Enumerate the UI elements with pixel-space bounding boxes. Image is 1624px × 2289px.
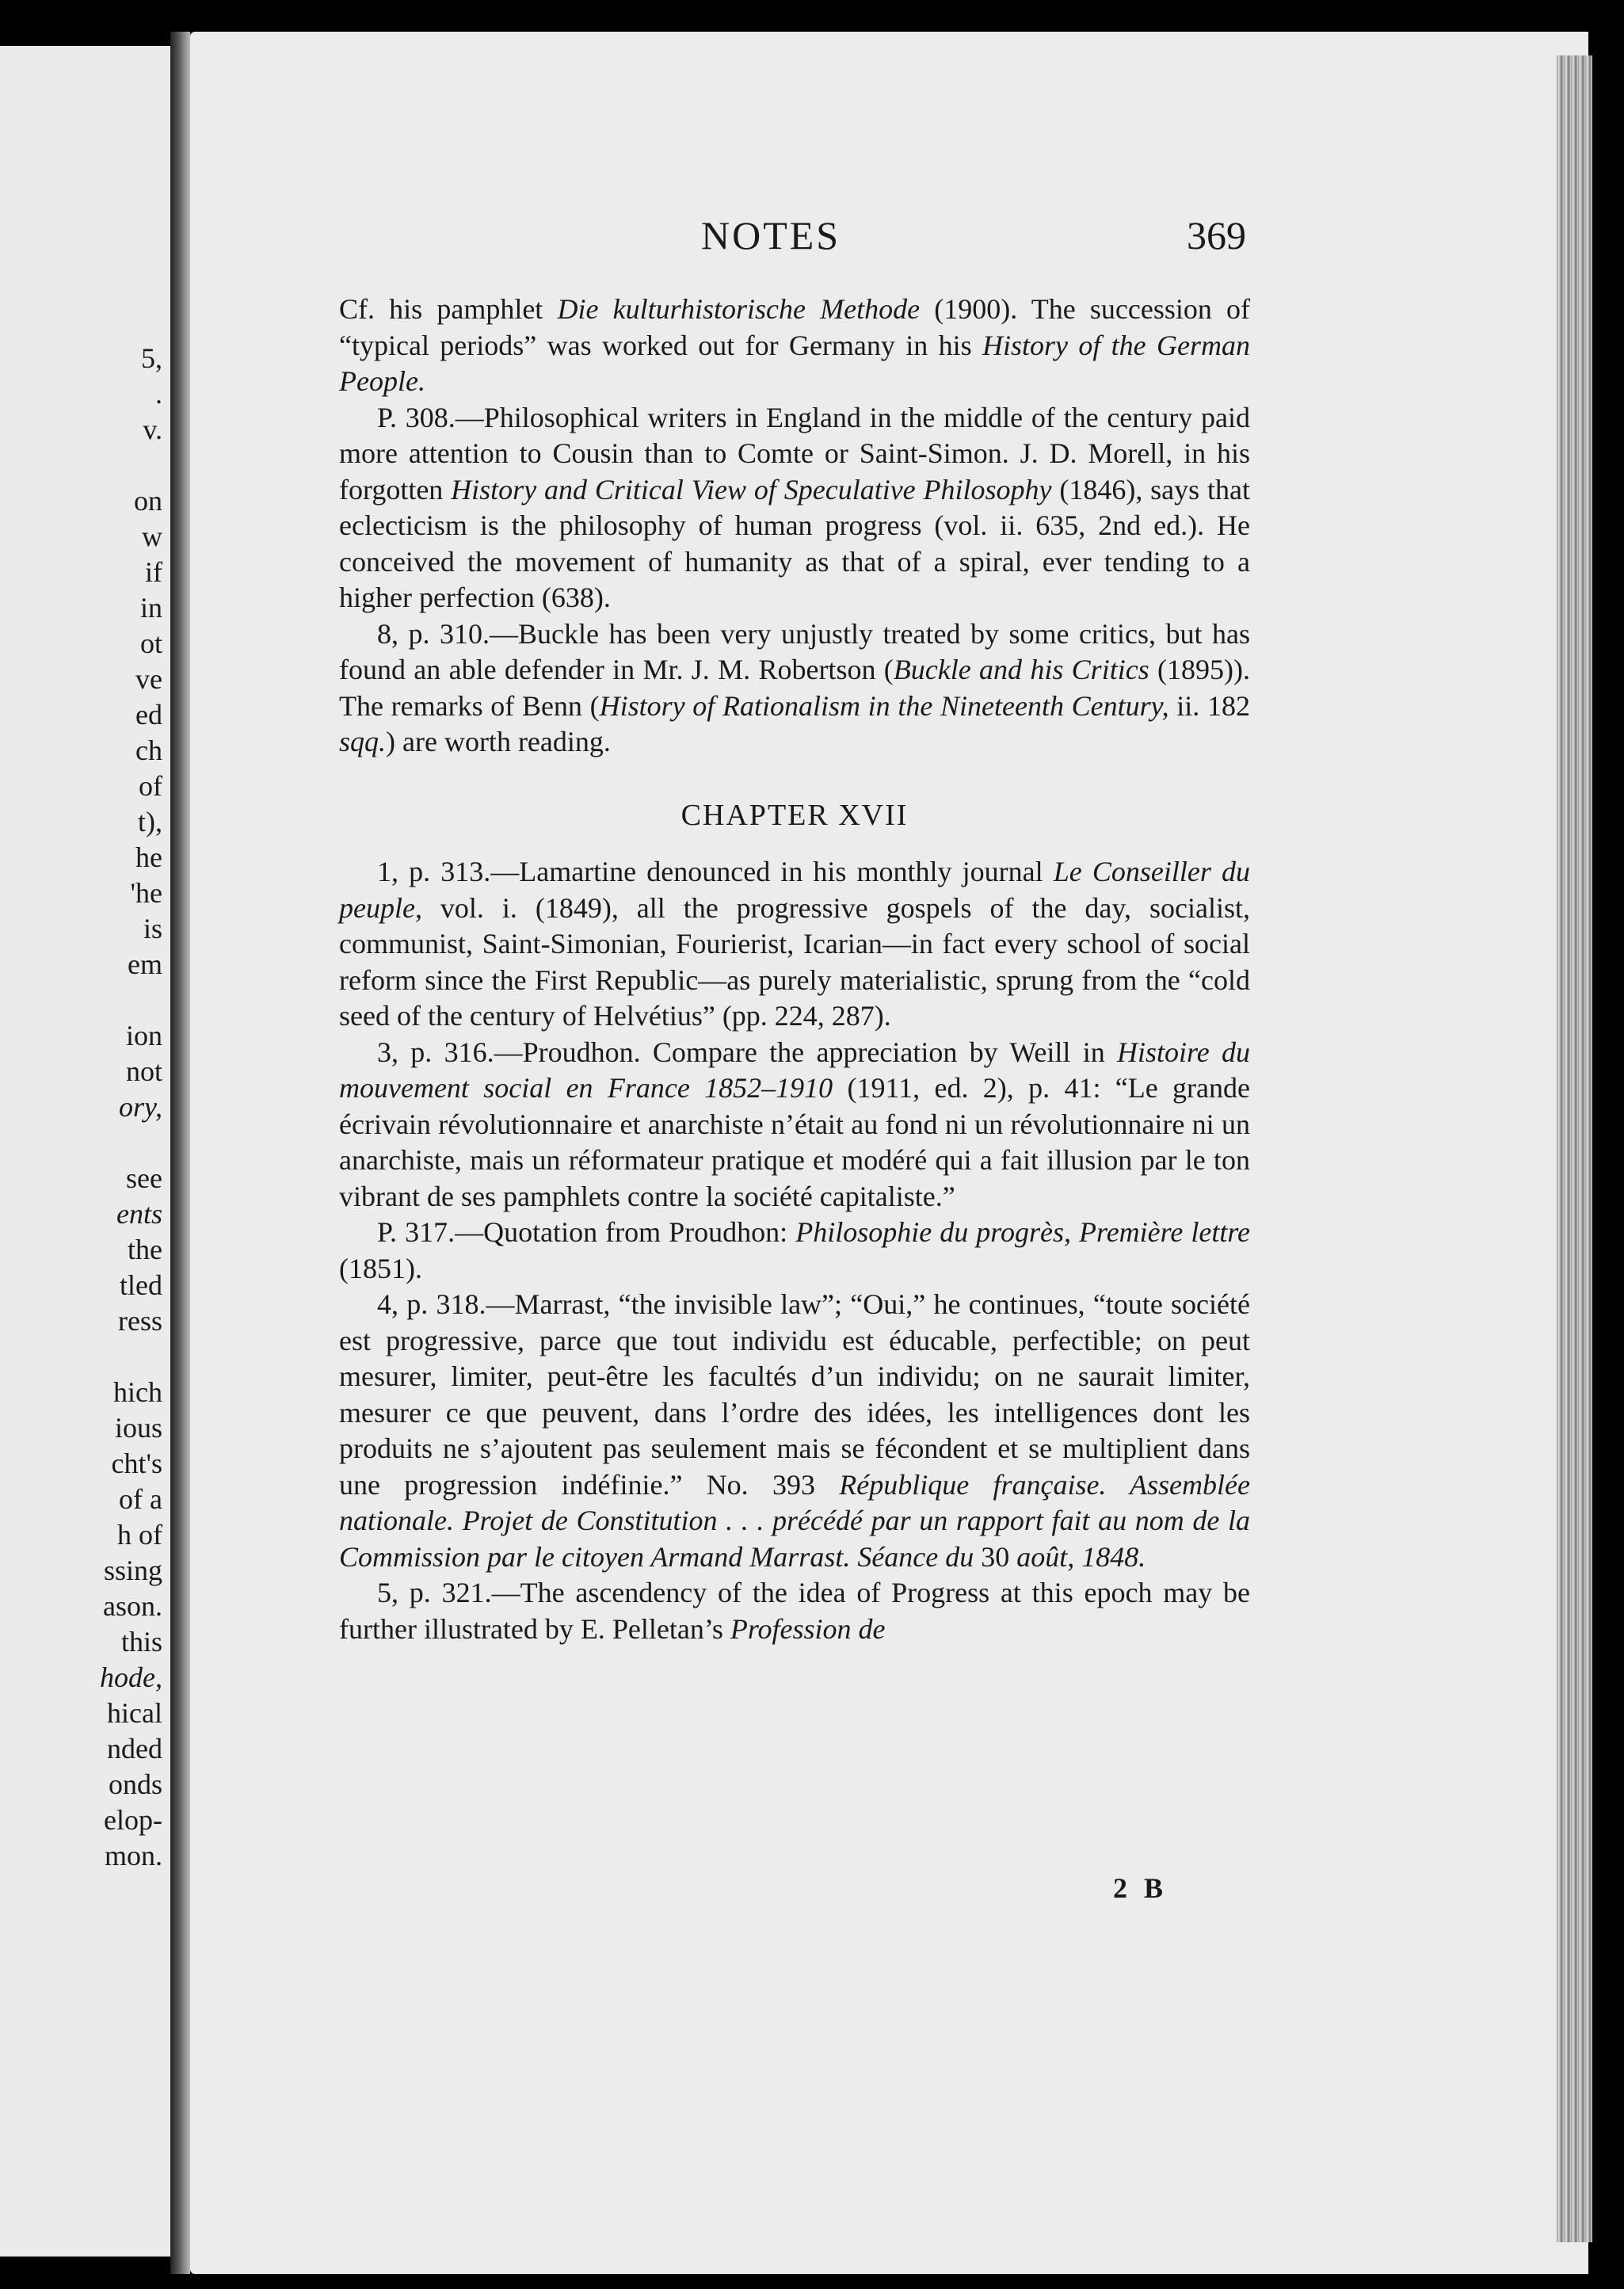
note-paragraph: P. 317.—Quotation from Proudhon: Philosophie du progrès, Première lettre (1851). [339,1216,1250,1284]
left-page-text-fragment: h of [117,1519,162,1551]
left-page-text-fragment: nded [107,1733,162,1764]
left-page-text-fragment: v. [143,414,162,445]
signature-mark: 2 B [1113,1872,1168,1904]
left-page-text-fragment: em [128,948,162,980]
note-paragraph: P. 308.—Philosophical writers in England in the middle of the century paid more attention to Cousin than to Comte or Saint-Simon. J. D. Morell, in his forgotten History and Critical View of Speculative Philosophy (1846), says that eclecticism is the philosophy of human progress (vol. ii. 635, 2nd ed.). He conceived the movement of humanity as that of a spiral, ever tending to a higher perfection (638). [339,401,1251,613]
left-page-text-fragment: of [139,770,162,802]
left-page-fragment [0,46,170,2257]
left-page-text-fragment: see [126,1162,162,1194]
left-page-text-fragment: w [142,521,162,552]
note-paragraph: Cf. his pamphlet Die kulturhistorische Methode (1900). The succession of “typical periods” was worked out for Germany in his History of the German People. [339,293,1250,397]
left-page-text-fragment: hode, [100,1661,162,1693]
left-page-text-fragment: of a [119,1483,162,1515]
left-page-text-fragment: on [134,485,162,517]
left-page-text-fragment: the [128,1234,162,1265]
left-page-text-fragment: this [120,1626,162,1658]
left-page-text-fragment: 'he [130,877,162,909]
left-page-text-fragment: not [125,1055,162,1087]
left-page-text-fragment: onds [108,1768,162,1800]
left-page-text-fragment: ress [118,1305,162,1337]
note-paragraph: 5, p. 321.—The ascendency of the idea of Progress at this epoch may be further illustrated by E. Pelletan’s Profession de [339,1577,1250,1645]
left-page-text-fragment: ed [135,699,162,731]
left-page-text-fragment: ch [135,734,162,766]
note-paragraph: 3, p. 316.—Proudhon. Compare the appreciation by Weill in Histoire du mouvement social en France 1852–1910 (1911, ed. 2), p. 41: “Le grande écrivain révolutionnaire et anarchiste n’était au fond ni un révolutionnaire ni un anarchiste, mais un réformateur pratique et modéré qui a fait illusion par le ton vibrant de ses pamphlets contre la société capitaliste.” [339,1036,1251,1212]
left-page-text-fragment: ssing [103,1555,162,1586]
page-edges [1557,55,1592,2242]
left-page-text-fragment: t), [138,806,162,837]
left-page-text-fragment: ason. [103,1590,162,1622]
chapter-heading: CHAPTER XVII [680,798,909,832]
note-paragraph: 4, p. 318.—Marrast, “the invisible law”; “Oui,” he continues, “toute société est progressive, parce que tout individu est éducable, perfectible; on peut mesurer, limiter, peut-être les facultés d’un individu; on ne saurait limiter, mesurer ce que peuvent, dans l’ordre des idées, les intelligences dont les produits ne s’ajoutent pas seulement mais se fécondent et se multiplient dans une progression indéfinie.” No. 393 République française. Assemblée nationale. Projet de Constitution . . . précédé par un rapport fait au nom de la Commission par le citoyen Armand Marrast. Séance du 30 août, 1848. [339,1288,1250,1573]
left-page-text-fragment: elop- [104,1804,162,1836]
left-page-text-fragment: ious [114,1412,162,1444]
left-page-text-fragment: . [155,378,162,410]
left-page-text-fragment: ot [139,628,162,659]
notes-body [339,292,1250,1647]
left-page-text-fragment: ents [116,1198,162,1230]
left-page-text-fragment: mon. [104,1840,162,1871]
left-page-text-fragment: ory, [118,1091,162,1123]
note-paragraph: 8, p. 310.—Buckle has been very unjustly treated by some critics, but has found an able defender in Mr. J. M. Robertson (Buckle and his Critics (1895)). The remarks of Benn (History of Rationalism in the Nineteenth Century, ii. 182 sqq.) are worth reading. [339,617,1250,757]
running-head: NOTES [701,213,841,258]
left-page-text-fragment: tled [120,1269,162,1301]
left-page-text-fragment: he [135,841,162,873]
left-page-text-fragment: if [145,556,162,588]
left-page-text-fragment: ve [135,663,162,695]
left-page-text-fragment: cht's [111,1448,162,1479]
page-number: 369 [1187,213,1246,258]
left-page-text-fragment: in [139,592,162,624]
note-paragraph: 1, p. 313.—Lamartine denounced in his monthly journal Le Conseiller du peuple, vol. i. (1849), all the progressive gospels of the day, socialist, communist, Saint-Simonian, Fourierist, Icarian—in fact every school of social reform since the First Republic—as purely materialistic, sprung from the “cold seed of the century of Helvétius” (pp. 224, 287). [339,856,1250,1032]
left-page-text-fragment: 5, [141,342,162,374]
left-page-text-fragment: hical [107,1697,162,1729]
left-page-text-fragment: is [143,913,162,944]
left-page-text-fragment: ion [125,1020,162,1051]
book-gutter [170,32,190,2274]
left-page-text-fragment: hich [113,1376,162,1408]
